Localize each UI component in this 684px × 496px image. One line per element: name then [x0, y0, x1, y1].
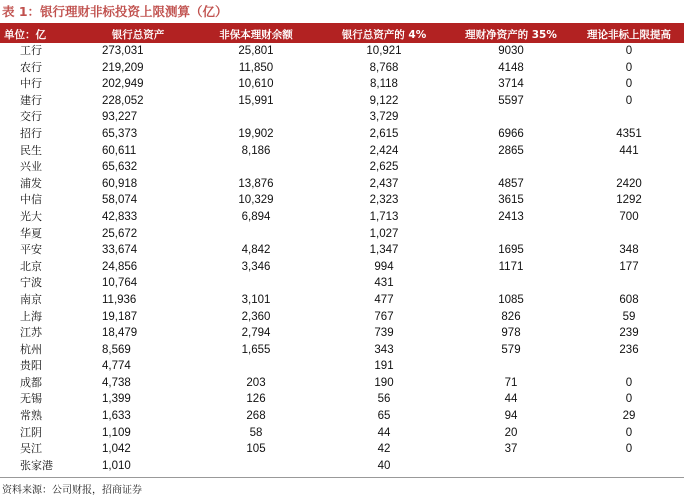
wmp-35pct-cell: 1171 — [498, 260, 524, 273]
bank-name-cell: 宁波 — [20, 276, 42, 290]
assets-4pct-cell: 8,768 — [369, 61, 399, 74]
bottom-rule — [0, 477, 684, 478]
table-row — [0, 159, 684, 176]
header-limit-raise: 理论非标上限提高 — [587, 28, 671, 41]
limit-raise-cell: 0 — [625, 78, 633, 91]
wmp-35pct-cell: 6966 — [498, 127, 524, 140]
assets-4pct-cell: 40 — [377, 459, 391, 472]
total-assets-cell: 42,833 — [102, 210, 138, 223]
limit-raise-cell: 0 — [625, 376, 633, 389]
total-assets-cell: 58,074 — [102, 194, 138, 207]
assets-4pct-cell: 2,424 — [369, 144, 399, 157]
total-assets-cell: 18,479 — [102, 327, 138, 340]
table-row — [0, 325, 684, 342]
assets-4pct-cell: 42 — [377, 443, 391, 456]
wmp-balance-cell: 126 — [246, 393, 266, 406]
header-unit: 单位：亿 — [4, 28, 46, 41]
wmp-balance-cell — [192, 109, 320, 126]
wmp-35pct-cell: 9030 — [498, 45, 524, 57]
assets-4pct-cell: 44 — [377, 426, 391, 439]
header-wmp-balance: 非保本理财余额 — [219, 28, 293, 41]
assets-4pct-cell: 2,437 — [369, 177, 399, 190]
assets-4pct-cell: 2,615 — [369, 127, 399, 140]
assets-4pct-cell: 10,921 — [366, 45, 402, 57]
total-assets-cell: 65,373 — [102, 127, 138, 140]
wmp-35pct-cell — [448, 226, 574, 243]
total-assets-cell: 228,052 — [102, 94, 144, 107]
wmp-35pct-cell: 978 — [501, 327, 521, 340]
limit-raise-cell: 1292 — [616, 194, 642, 207]
total-assets-cell: 33,674 — [102, 244, 138, 257]
bank-name-cell: 江阴 — [20, 425, 42, 439]
limit-raise-cell: 0 — [625, 426, 633, 439]
total-assets-cell: 4,738 — [102, 376, 131, 389]
assets-4pct-cell: 65 — [377, 410, 391, 423]
table-row — [0, 358, 684, 375]
assets-4pct-cell: 1,713 — [369, 210, 399, 223]
wmp-35pct-cell: 5597 — [498, 94, 524, 107]
assets-4pct-cell: 56 — [377, 393, 391, 406]
limit-raise-cell: 59 — [622, 310, 636, 323]
total-assets-cell: 4,774 — [102, 360, 131, 373]
wmp-balance-cell — [192, 458, 320, 475]
wmp-balance-cell: 3,101 — [241, 293, 271, 306]
table-row — [0, 192, 684, 209]
wmp-35pct-cell: 4148 — [498, 61, 524, 74]
table-row — [0, 458, 684, 475]
wmp-35pct-cell: 94 — [504, 410, 518, 423]
bank-name-cell: 华夏 — [20, 226, 42, 240]
wmp-balance-cell: 10,610 — [238, 78, 274, 91]
table-row — [0, 259, 684, 276]
wmp-balance-cell: 2,794 — [241, 327, 271, 340]
wmp-balance-cell: 1,655 — [241, 343, 271, 356]
assets-4pct-cell: 8,118 — [370, 78, 398, 91]
wmp-balance-cell — [192, 159, 320, 176]
assets-4pct-cell: 343 — [374, 343, 394, 356]
total-assets-cell: 25,672 — [102, 227, 138, 240]
table-row — [0, 275, 684, 292]
bank-name-cell: 兴业 — [20, 160, 42, 174]
total-assets-cell: 1,399 — [102, 393, 131, 406]
total-assets-cell: 1,109 — [102, 426, 131, 439]
wmp-35pct-cell — [448, 458, 574, 475]
wmp-balance-cell: 268 — [246, 410, 266, 423]
limit-raise-cell: 4351 — [616, 127, 642, 140]
table-row — [0, 425, 684, 442]
total-assets-cell: 93,227 — [102, 111, 138, 124]
limit-raise-cell — [574, 159, 684, 176]
wmp-35pct-cell: 71 — [504, 376, 518, 389]
assets-4pct-cell: 431 — [374, 277, 394, 290]
total-assets-cell: 1,633 — [102, 410, 131, 423]
wmp-balance-cell: 58 — [249, 426, 263, 439]
wmp-35pct-cell — [448, 159, 574, 176]
limit-raise-cell: 441 — [619, 144, 639, 157]
wmp-balance-cell — [192, 358, 320, 375]
bank-name-cell: 张家港 — [20, 458, 53, 472]
wmp-balance-cell: 15,991 — [238, 94, 274, 107]
total-assets-cell: 273,031 — [102, 45, 144, 57]
data-table — [0, 25, 684, 474]
total-assets-cell: 11,936 — [102, 293, 137, 306]
bank-name-cell: 平安 — [20, 243, 42, 257]
assets-4pct-cell: 1,027 — [369, 227, 399, 240]
wmp-balance-cell: 2,360 — [241, 310, 271, 323]
total-assets-cell: 10,764 — [102, 277, 138, 290]
total-assets-cell: 219,209 — [102, 61, 144, 74]
assets-4pct-cell: 191 — [374, 360, 394, 373]
wmp-35pct-cell: 20 — [504, 426, 518, 439]
wmp-35pct-cell: 37 — [504, 443, 518, 456]
bank-name-cell: 民生 — [20, 143, 42, 157]
table-row — [0, 375, 684, 392]
bank-name-cell: 建行 — [20, 93, 42, 107]
wmp-35pct-cell: 2865 — [498, 144, 524, 157]
wmp-balance-cell: 8,186 — [241, 144, 271, 157]
assets-4pct-cell: 2,625 — [369, 161, 399, 174]
wmp-balance-cell: 6,894 — [241, 210, 271, 223]
bank-name-cell: 成都 — [20, 375, 42, 389]
limit-raise-cell: 700 — [619, 210, 639, 223]
table-row — [0, 60, 684, 77]
table-row — [0, 391, 684, 408]
table-row — [0, 93, 684, 110]
limit-raise-cell: 0 — [625, 61, 633, 74]
bank-name-cell: 吴江 — [20, 442, 42, 456]
bank-name-cell: 光大 — [20, 209, 42, 223]
wmp-balance-cell — [192, 275, 320, 292]
table-row — [0, 242, 684, 259]
table-row — [0, 126, 684, 143]
assets-4pct-cell: 9,122 — [369, 94, 399, 107]
table-row — [0, 292, 684, 309]
bank-name-cell: 杭州 — [20, 342, 42, 356]
table-row — [0, 43, 684, 60]
wmp-35pct-cell — [448, 109, 574, 126]
limit-raise-cell: 0 — [625, 393, 633, 406]
limit-raise-cell: 0 — [625, 443, 633, 456]
limit-raise-cell — [574, 458, 684, 475]
bank-name-cell: 常熟 — [20, 409, 42, 423]
limit-raise-cell: 236 — [619, 343, 639, 356]
wmp-35pct-cell: 2413 — [498, 210, 524, 223]
wmp-balance-cell: 3,346 — [241, 260, 271, 273]
total-assets-cell: 60,611 — [102, 144, 137, 157]
table-row — [0, 109, 684, 126]
header-wmp-35pct: 理财净资产的 35% — [465, 28, 557, 41]
table-row — [0, 176, 684, 193]
total-assets-cell: 65,632 — [102, 161, 138, 174]
wmp-35pct-cell: 826 — [501, 310, 521, 323]
wmp-35pct-cell: 3714 — [498, 78, 524, 91]
assets-4pct-cell: 739 — [374, 327, 394, 340]
bank-name-cell: 中行 — [20, 77, 42, 91]
wmp-balance-cell: 25,801 — [238, 45, 274, 57]
bank-name-cell: 北京 — [20, 259, 42, 273]
table-row — [0, 209, 684, 226]
limit-raise-cell: 239 — [619, 327, 639, 340]
header-total-assets: 银行总资产 — [111, 28, 165, 41]
wmp-35pct-cell — [448, 358, 574, 375]
wmp-balance-cell: 10,329 — [238, 194, 274, 207]
total-assets-cell: 202,949 — [102, 78, 144, 91]
bank-name-cell: 工行 — [20, 44, 42, 57]
total-assets-cell: 1,010 — [102, 459, 131, 472]
bank-name-cell: 无锡 — [20, 392, 42, 406]
limit-raise-cell: 0 — [625, 94, 633, 107]
bank-name-cell: 南京 — [20, 292, 42, 306]
limit-raise-cell: 177 — [619, 260, 639, 273]
assets-4pct-cell: 3,729 — [369, 111, 399, 124]
limit-raise-cell — [574, 275, 684, 292]
bank-name-cell: 中信 — [20, 193, 42, 207]
assets-4pct-cell: 190 — [374, 376, 394, 389]
wmp-balance-cell: 105 — [246, 443, 266, 456]
bank-name-cell: 交行 — [20, 110, 42, 124]
wmp-balance-cell: 19,902 — [238, 127, 274, 140]
total-assets-cell: 8,569 — [102, 343, 131, 356]
wmp-35pct-cell: 579 — [501, 343, 521, 356]
limit-raise-cell: 348 — [619, 244, 639, 257]
wmp-balance-cell — [192, 226, 320, 243]
wmp-35pct-cell: 1695 — [498, 244, 524, 257]
wmp-balance-cell: 13,876 — [238, 177, 274, 190]
limit-raise-cell: 2420 — [616, 177, 642, 190]
bank-name-cell: 江苏 — [20, 326, 42, 340]
wmp-balance-cell: 11,850 — [238, 61, 274, 74]
total-assets-cell: 1,042 — [102, 443, 131, 456]
source-note: 资料来源：公司财报，招商证券 — [2, 485, 142, 496]
limit-raise-cell — [574, 358, 684, 375]
limit-raise-cell: 0 — [625, 45, 633, 57]
table-row — [0, 226, 684, 243]
table-title: 表 1：银行理财非标投资上限测算（亿） — [2, 4, 228, 19]
table-row — [0, 309, 684, 326]
table-row — [0, 408, 684, 425]
wmp-35pct-cell: 44 — [504, 393, 518, 406]
assets-4pct-cell: 477 — [374, 293, 394, 306]
wmp-35pct-cell — [448, 275, 574, 292]
bank-name-cell: 浦发 — [20, 176, 42, 190]
table-row — [0, 76, 684, 93]
total-assets-cell: 19,187 — [102, 310, 138, 323]
assets-4pct-cell: 1,347 — [369, 244, 399, 257]
table-header-row — [0, 25, 684, 43]
wmp-balance-cell: 4,842 — [241, 244, 271, 257]
table-row — [0, 143, 684, 160]
limit-raise-cell: 29 — [622, 410, 636, 423]
table-row — [0, 342, 684, 359]
bank-name-cell: 招行 — [20, 126, 42, 140]
limit-raise-cell — [574, 226, 684, 243]
wmp-balance-cell: 203 — [246, 376, 266, 389]
wmp-35pct-cell: 1085 — [498, 293, 524, 306]
assets-4pct-cell: 2,323 — [369, 194, 399, 207]
limit-raise-cell: 608 — [619, 293, 639, 306]
total-assets-cell: 24,856 — [102, 260, 138, 273]
table-row — [0, 441, 684, 458]
bank-name-cell: 贵阳 — [20, 359, 42, 373]
bank-name-cell: 上海 — [20, 309, 42, 323]
bank-name-cell: 农行 — [20, 60, 42, 74]
assets-4pct-cell: 994 — [374, 260, 394, 273]
total-assets-cell: 60,918 — [102, 177, 138, 190]
assets-4pct-cell: 767 — [374, 310, 394, 323]
header-assets-4pct: 银行总资产的 4% — [341, 28, 427, 41]
limit-raise-cell — [574, 109, 684, 126]
wmp-35pct-cell: 4857 — [498, 177, 524, 190]
table-body — [0, 43, 684, 474]
wmp-35pct-cell: 3615 — [498, 194, 524, 207]
